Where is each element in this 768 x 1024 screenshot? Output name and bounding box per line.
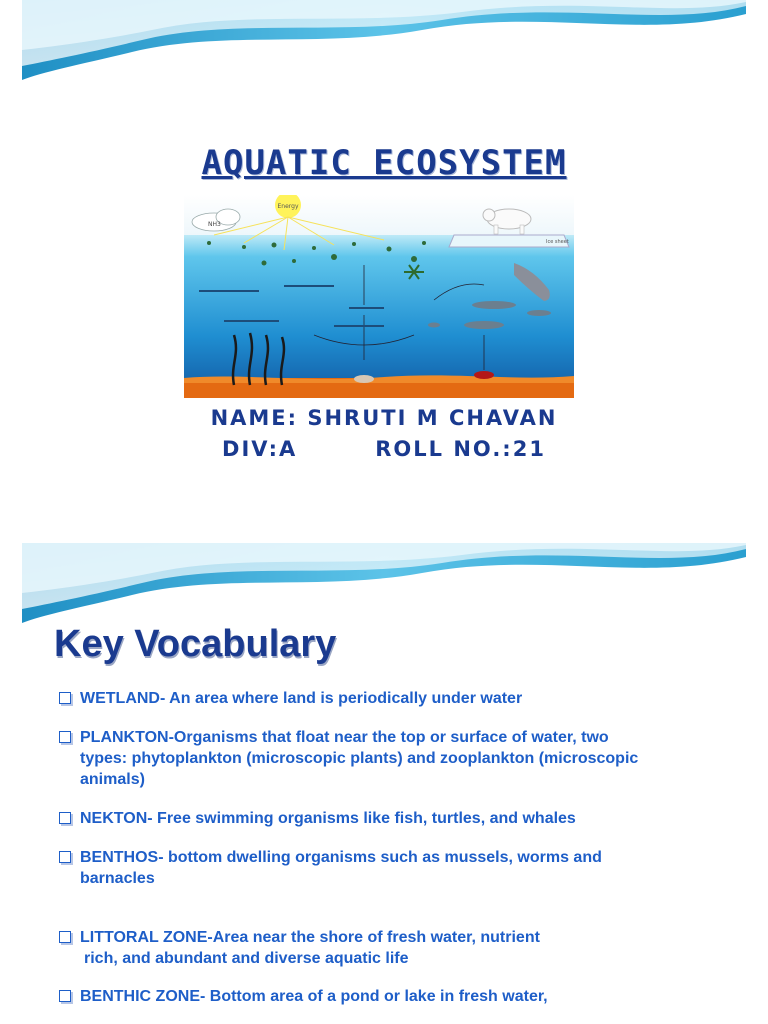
title-slide <box>22 0 746 522</box>
decomposer-icon <box>354 375 374 383</box>
slide-title: Key Vocabulary <box>54 623 337 665</box>
checkbox-bullet-icon <box>59 851 71 863</box>
author-name: NAME: SHRUTI M CHAVAN <box>210 406 558 430</box>
slide-title: AQUATIC ECOSYSTEM <box>201 143 567 183</box>
checkbox-bullet-icon <box>59 692 71 704</box>
vocab-item-benthos: BENTHOS- bottom dwelling organisms such as mussels, worms and barnacles <box>54 847 734 889</box>
wave-header-decoration <box>22 0 746 90</box>
checkbox-bullet-icon <box>59 931 71 943</box>
checkbox-bullet-icon <box>59 731 71 743</box>
sun-label: Energy <box>277 203 299 210</box>
aquatic-ecosystem-diagram <box>184 195 574 398</box>
author-info <box>22 403 746 465</box>
checkbox-bullet-icon <box>59 990 71 1002</box>
division-label: DIV:A <box>222 437 298 461</box>
vocab-item-littoral-zone: LITTORAL ZONE-Area near the shore of fresh water, nutrient rich, and abundant and diverse aquatic life <box>54 927 734 969</box>
vocab-item-wetland: WETLAND- An area where land is periodically under water <box>54 688 734 709</box>
author-division-roll <box>22 434 746 465</box>
vocabulary-list <box>54 688 734 1007</box>
crab-icon <box>474 371 494 379</box>
ice-label: Ice sheet <box>546 239 569 245</box>
checkbox-bullet-icon <box>59 812 71 824</box>
vocab-item-benthic-zone: BENTHIC ZONE- Bottom area of a pond or lake in fresh water, <box>54 986 734 1007</box>
roll-number-label: ROLL NO.:21 <box>375 437 546 461</box>
vocabulary-slide <box>22 543 746 1024</box>
cloud-label: NH3 <box>208 221 221 228</box>
vocab-item-nekton: NEKTON- Free swimming organisms like fish, turtles, and whales <box>54 808 734 829</box>
wave-header-decoration <box>22 543 746 633</box>
vocab-item-plankton: PLANKTON-Organisms that float near the top or surface of water, two types: phytoplankton (microscopic plants) and zooplankton (microscopic animals) <box>54 727 734 790</box>
